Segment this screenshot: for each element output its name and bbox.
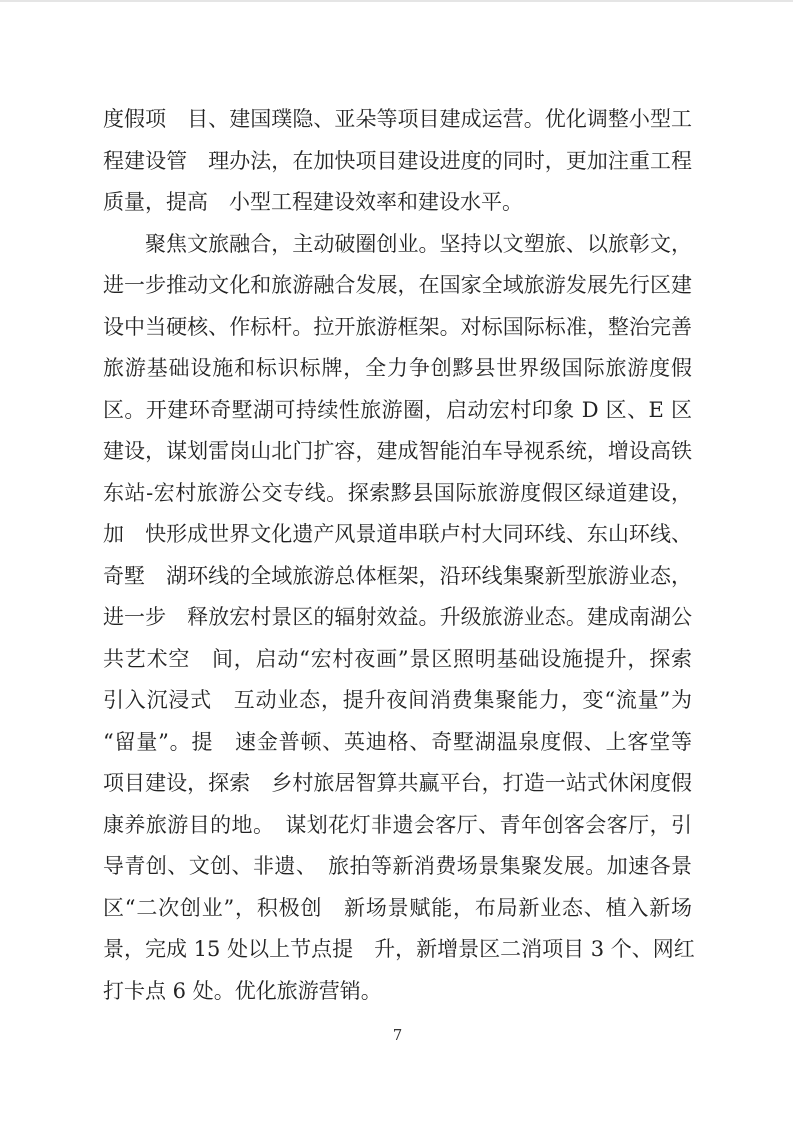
page-number: 7: [392, 1026, 403, 1044]
text-line: 进一步 释放宏村景区的辐射效益。升级旅游业态。建成南湖公: [103, 605, 692, 629]
page-top-edge: [0, 0, 793, 2]
text-line: 东站-宏村旅游公交专线。探索黟县国际旅游度假区绿道建设，: [103, 480, 692, 505]
text-line: 区。开建环奇墅湖可持续性旅游圈，启动宏村印象 D 区、E 区: [103, 397, 692, 422]
text-line: 景，完成 15 处以上节点提 升，新增景区二消项目 3 个、网红: [103, 937, 695, 961]
text-line: 程建设管 理办法，在加快项目建设进度的同时，更加注重工程: [103, 148, 692, 173]
text-line: 加 快形成世界文化遗产风景道串联卢村大同环线、东山环线、: [103, 522, 692, 546]
text-line: 旅游基础设施和标识标牌，全力争创黟县世界级国际旅游度假: [103, 356, 692, 380]
text-line: 奇墅 湖环线的全域旅游总体框架，沿环线集聚新型旅游业态，: [103, 563, 692, 588]
text-line: 导青创、文创、非遗、 旅拍等新消费场景集聚发展。加速各景: [103, 854, 692, 878]
text-line: 康养旅游目的地。 谋划花灯非遗会客厅、青年创客会客厅，引: [103, 812, 692, 837]
text-line: 打卡点 6 处。优化旅游营销。: [103, 978, 382, 1003]
document-body: [103, 99, 695, 1012]
text-line: 建设，谋划雷岗山北门扩容，建成智能泊车导视系统，增设高铁: [103, 439, 692, 463]
text-line: 区“二次创业”，积极创 新场景赋能，布局新业态、植入新场: [103, 895, 692, 920]
text-line: 聚焦文旅融合，主动破圈创业。坚持以文塑旅、以旅彰文，: [145, 231, 692, 256]
text-line: 度假项 目、建国璞隐、亚朵等项目建成运营。优化调整小型工: [103, 107, 692, 131]
text-line: 设中当硬核、作标杆。拉开旅游框架。对标国际标准，整治完善: [103, 314, 692, 339]
text-line: 质量，提高 小型工程建设效率和建设水平。: [103, 190, 523, 214]
text-line: 共艺术空 间，启动“宏村夜画”景区照明基础设施提升，探索: [103, 646, 692, 671]
text-line: “留量”。提 速金普顿、英迪格、奇墅湖温泉度假、上客堂等: [103, 729, 692, 754]
text-line: 引入沉浸式 互动业态，提升夜间消费集聚能力，变“流量”为: [103, 688, 692, 712]
text-line: 项目建设，探索 乡村旅居智算共赢平台，打造一站式休闲度假: [103, 771, 692, 795]
text-line: 进一步推动文化和旅游融合发展，在国家全域旅游发展先行区建: [103, 273, 692, 297]
